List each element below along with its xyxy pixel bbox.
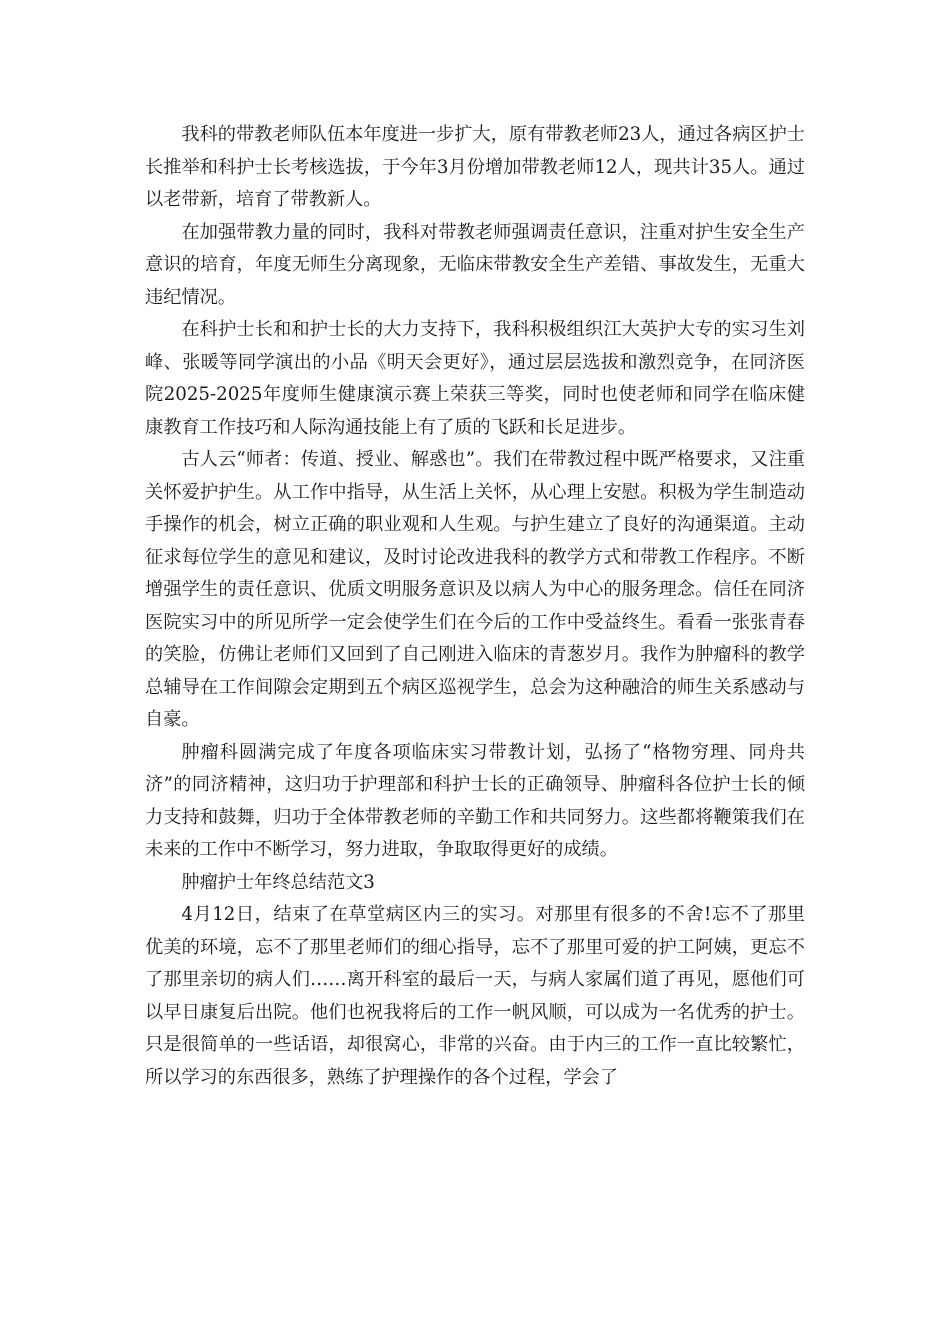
paragraph-summary: 肿瘤科圆满完成了年度各项临床实习带教计划，弘扬了“格物穷理、同舟共济”的同济精神，这归功于护理部和科护士长的正确领导、肿瘤科各位护士长的倾力支持和鼓舞，归功于全体带教老师的辛勤工作和共同努力。这些都将鞭策我们在未来的工作中不断学习，努力进取，争取取得更好的成绩。 — [145, 741, 805, 860]
section-heading: 肿瘤护士年终总结范文3 — [181, 871, 375, 893]
document-body — [145, 119, 805, 1094]
paragraph-award: 在科护士长和和护士长的大力支持下，我科积极组织江大英护大专的实习生刘峰、张暖等同学演出的小品《明天会更好》，通过层层选拔和激烈竞争，在同济医院2025-2025年度师生健康演示赛上荣获三等奖，同时也使老师和同学在临床健康教育工作技巧和人际沟通技能上有了质的飞跃和长足进步。 — [145, 319, 805, 438]
paragraph-internship: 4月12日，结束了在草堂病区内三的实习。对那里有很多的不舍!忘不了那里优美的环境，忘不了那里老师们的细心指导，忘不了那里可爱的护工阿姨，更忘不了那里亲切的病人们……离开科室的最后一天，与病人家属们道了再见，愿他们可以早日康复后出院。他们也祝我将后的工作一帆风顺，可以成为一名优秀的护士。只是很简单的一些话语，却很窝心，非常的兴奋。由于内三的工作一直比较繁忙，所以学习的东西很多，熟练了护理操作的各个过程，学会了 — [145, 904, 805, 1088]
paragraph-teaching-care: 古人云“师者：传道、授业、解惑也”。我们在带教过程中既严格要求，又注重关怀爱护护生。从工作中指导，从生活上关怀，从心理上安慰。积极为学生制造动手操作的机会，树立正确的职业观和人生观。与护生建立了良好的沟通渠道。主动征求每位学生的意见和建议，及时讨论改进我科的教学方式和带教工作程序。不断增强学生的责任意识、优质文明服务意识及以病人为中心的服务理念。信任在同济医院实习中的所见所学一定会使学生们在今后的工作中受益终生。看看一张张青春的笑脸，仿佛让老师们又回到了自己刚进入临床的青葱岁月。我作为肿瘤科的教学总辅导在工作间隙会定期到五个病区巡视学生，总会为这种融洽的师生关系感动与自豪。 — [145, 449, 805, 730]
paragraph-responsibility: 在加强带教力量的同时，我科对带教老师强调责任意识，注重对护生安全生产意识的培育，年度无师生分离现象，无临床带教安全生产差错、事故发生，无重大违纪情况。 — [145, 221, 805, 308]
paragraph-teaching-team: 我科的带教老师队伍本年度进一步扩大，原有带教老师23人，通过各病区护士长推举和科护士长考核选拔，于今年3月份增加带教老师12人，现共计35人。通过以老带新，培育了带教新人。 — [145, 124, 805, 210]
